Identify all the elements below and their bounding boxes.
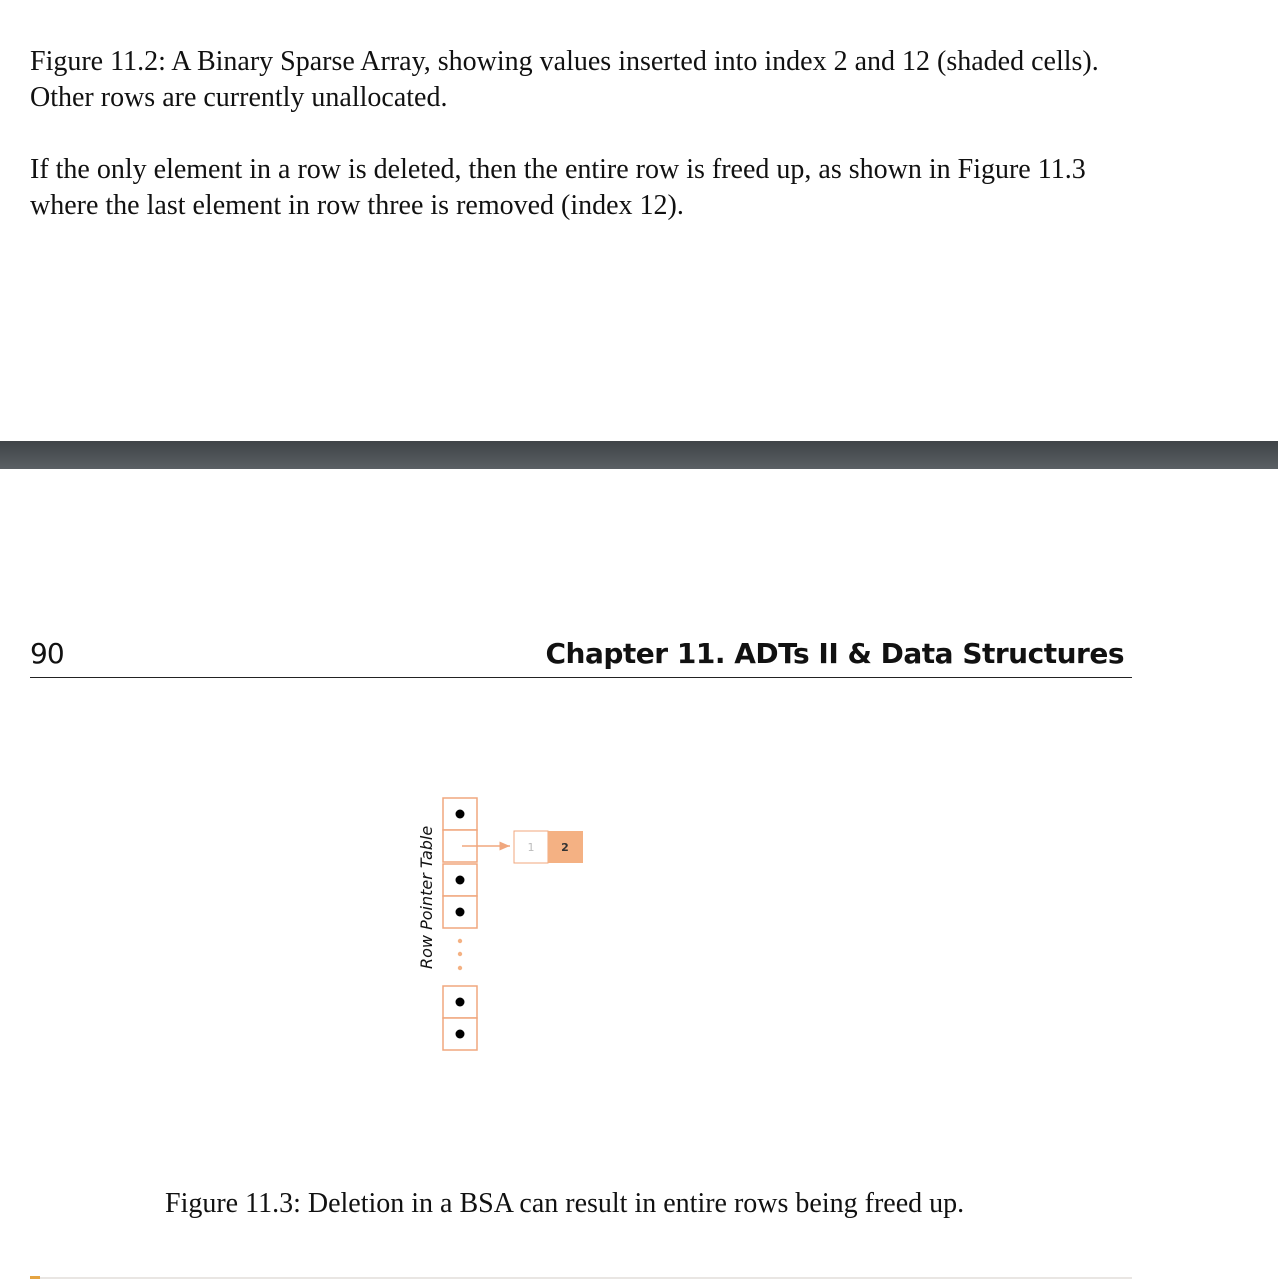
null-pointer-dot-0 (456, 810, 465, 819)
null-pointer-dot-2 (456, 876, 465, 885)
footer-rule (30, 1277, 1132, 1279)
body-paragraph: If the only element in a row is deleted, then the entire row is freed up, as shown in Figure 11.3 where the last element in row three is removed (index 12). (30, 154, 1086, 221)
page-number: 90 (30, 637, 64, 670)
ellipsis-dot (458, 966, 462, 970)
row-cell-2-label: 2 (561, 841, 569, 854)
previous-page (0, 0, 1278, 441)
null-pointer-dot-5 (456, 1030, 465, 1039)
page-separator (0, 441, 1278, 469)
null-pointer-dot-4 (456, 998, 465, 1007)
figure-11-2-caption: Figure 11.2: A Binary Sparse Array, showing values inserted into index 2 and 12 (shaded cells). Other rows are currently unallocated. (30, 46, 1099, 113)
bsa-diagram (400, 779, 620, 1079)
chapter-title: Chapter 11. ADTs II & Data Structures (545, 637, 1124, 670)
ellipsis-dot (458, 939, 462, 943)
ellipsis-dot (458, 952, 462, 956)
figure-11-3 (400, 779, 620, 1079)
footer-marker (30, 1276, 40, 1279)
row-cell-1-label: 1 (527, 841, 535, 854)
null-pointer-dot-3 (456, 908, 465, 917)
figure-11-3-caption: Figure 11.3: Deletion in a BSA can result in entire rows being freed up. (165, 1188, 965, 1219)
current-page (0, 469, 1278, 1280)
running-header (30, 637, 1132, 678)
row-pointer-table-label: Row Pointer Table (417, 825, 436, 969)
